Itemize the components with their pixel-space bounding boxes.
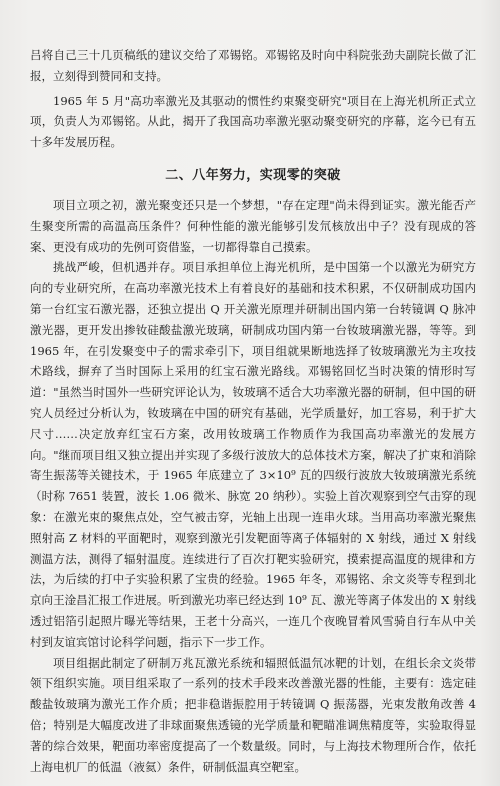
paragraph-1965-project: 1965 年 5 月"高功率激光及其驱动的惯性约束聚变研究"项目在上海光机所正式立项，负责人为邓锡铭。从此，揭开了我国高功率激光驱动聚变研究的序幕，迄今已有五十多年发展历程。 xyxy=(30,93,476,150)
paragraph-challenge: 挑战严峻，但机遇并存。项目承担单位上海光机所，是中国第一个以激光为研究方向的专业研究所，在高功率激光技术上有着良好的基础和技术积累，不仅研制成功国内第一台红宝石激光器，还独立提出 Q 开关激光原理并研制出国内第一台转镜调 Q 脉冲激光器，更开发出掺钕硅酸盐激光玻璃，研制成功国内第一台钕玻璃激光器，等等。到 1965 年，在引发聚变中子的需求牵引下，项目组就果断地选择了钕玻璃激光为主攻技术路线，摒弃了当时国际上采用的红宝石激光路线。邓锡铭回忆当时决策的情形时写道："虽然当时国外一些研究评论认为，钕玻璃不适合大功率激光器的研制，但中国的研究人员经过分析认为，钕玻璃在中国的研究有基础，光学质量好，加工容易，利于扩大尺寸……决定放弃红宝石方案，改用钕玻璃工作物质作为我国高功率激光的发展方向。"继而项目组又独立提出并实现了多级行波放大的总体技术方案，解决了扩束和消除寄生振荡等关键技术，于 1965 年底建立了 3×10⁹ 瓦的四级行波放大钕玻璃激光系统（时称 7651 装置，波长 1.06 微米、脉宽 20 纳秒）。实验上首次观察到空气击穿的现象：在激光束的聚焦点处，空气被击穿，光轴上出现一连串火球。当用高功率激光聚焦照射高 Z 材料的平面靶时，观察到激光引发靶面等离子体辐射的 X 射线，通过 X 射线测温方法，测得了辐射温度。连续进行了百次打靶实验研究，摸索提高温度的规律和方法，为后续的打中子实验积累了宝贵的经验。1965 年冬，邓锡铭、余文炎等专程到北京向王淦昌汇报工作进展。听到激光功率已经达到 10⁹ 瓦、激光等离子体发出的 X 射线透过铝箔引起照片曝光等结果，王老十分高兴，一连几个夜晚冒着风雪骑自行车从中关村到友谊宾馆讨论科学问题，指示下一步工作。 xyxy=(30,260,476,649)
paragraph-plan: 项目组据此制定了研制万兆瓦激光系统和辐照低温氘冰靶的计划，在组长余文炎带领下组织实施。项目组采取了一系列的技术手段来改善激光器的性能，主要有：选定硅酸盐钕玻璃为激光工作介质；把非稳谐振腔用于转镜调 Q 振荡器，光束发散角改善 4 倍；特别是大幅度改进了非球面聚焦透镜的光学质量和靶瞄准调焦精度等，实验取得显著的综合效果，靶面功率密度提高了一个数量级。同时，与上海技术物理所合作，依托上海电机厂的低温（液氦）条件，研制低温真空靶室。 xyxy=(30,655,476,774)
text-body xyxy=(30,45,476,777)
section-heading: 二、八年努力，实现零的突破 xyxy=(165,167,341,183)
paragraph-intro: 吕将自己三十几页稿纸的建议交给了邓锡铭。邓锡铭及时向中科院张劲夫副院长做了汇报，立刻得到赞同和支持。 xyxy=(30,48,476,83)
paragraph-project-start: 项目立项之初，激光聚变还只是一个梦想，"存在定理"尚未得到证实。激光能否产生聚变所需的高温高压条件？何种性能的激光能够引发氘核放出中子？没有现成的答案、更没有成功的先例可资借鉴，一切都得靠自己摸索。 xyxy=(30,197,476,254)
